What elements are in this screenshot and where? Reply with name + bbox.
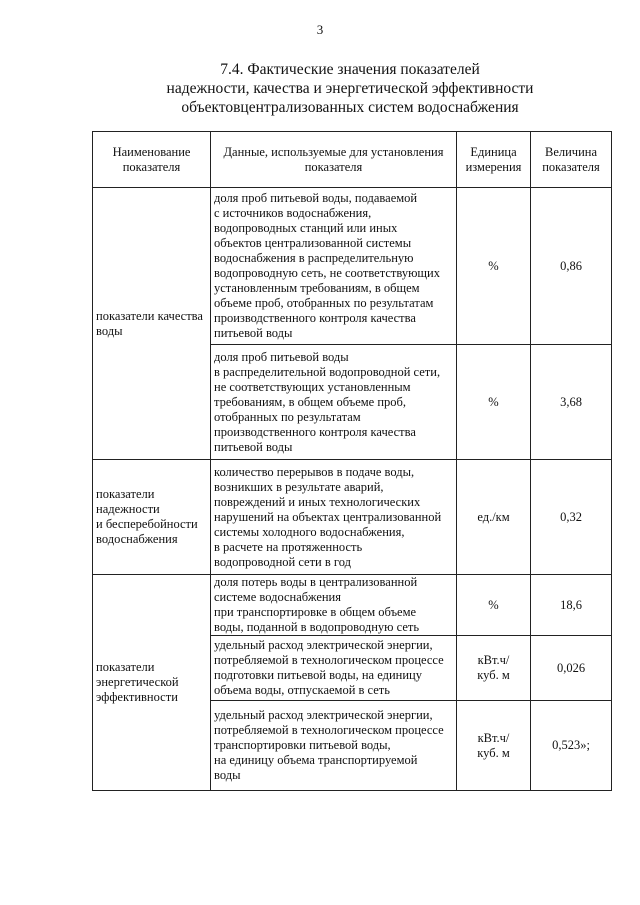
header-value <box>531 132 612 188</box>
header-text: Единица <box>470 144 517 159</box>
description-cell <box>211 345 457 460</box>
description-cell <box>211 701 457 791</box>
description-text: установленным требованиям, в общем <box>214 281 420 295</box>
description-text: в расчете на протяженность <box>214 539 363 554</box>
description-text: количество перерывов в подаче воды, <box>214 464 415 479</box>
description-text: водопроводных станций или иных <box>214 221 398 235</box>
description-text: подготовки питьевой воды, на единицу <box>214 668 422 682</box>
header-data <box>211 132 457 188</box>
indicator-name-text: энергетической <box>96 675 179 689</box>
description-text: потребляемой в технологическом процессе <box>214 723 444 737</box>
indicator-name-text: водоснабжения <box>96 532 178 546</box>
unit-cell <box>457 188 531 345</box>
page-number: 3 <box>316 22 324 37</box>
indicator-name-text: показатели качества <box>96 308 203 323</box>
header-text: Данные, используемые для установления <box>223 144 444 159</box>
description-text: на единицу объема транспортируемой <box>214 753 418 767</box>
description-cell <box>211 575 457 636</box>
header-text: показателя <box>542 159 600 174</box>
indicator-name-text: воды <box>96 323 123 338</box>
description-text: водопроводной сети в год <box>214 554 351 569</box>
indicator-name-text: показатели <box>96 660 155 674</box>
unit-cell <box>457 636 531 701</box>
description-text: водоснабжения в распределительную <box>214 251 414 265</box>
header-name <box>93 132 211 188</box>
unit-text: кВт.ч/ <box>477 653 510 667</box>
description-text: производственного контроля качества <box>214 424 416 439</box>
title-line: надежности, качества и энергетической эффективности <box>166 80 534 97</box>
header-text: измерения <box>465 159 522 174</box>
description-text: питьевой воды <box>214 439 293 454</box>
unit-cell <box>457 701 531 791</box>
table-row <box>93 575 612 636</box>
description-cell <box>211 636 457 701</box>
indicator-name-cell <box>93 460 211 575</box>
table-row <box>93 188 612 345</box>
value-cell: 0,86 <box>531 188 612 345</box>
description-text: требованиям, в общем объеме проб, <box>214 394 407 409</box>
value-cell: 3,68 <box>531 345 612 460</box>
unit-cell <box>457 575 531 636</box>
header-unit <box>457 132 531 188</box>
description-text: системе водоснабжения <box>214 590 341 604</box>
indicators-table <box>92 131 612 791</box>
value-cell: 0,523»; <box>531 701 612 791</box>
description-text: объеме проб, отобранных по результатам <box>214 296 434 310</box>
indicator-name-text: показатели <box>96 487 155 501</box>
description-text: нарушений на объектах централизованной <box>214 509 442 524</box>
description-text: доля проб питьевой воды <box>214 349 349 364</box>
description-text: доля проб питьевой воды, подаваемой <box>214 191 418 205</box>
description-text: возникших в результате аварий, <box>214 479 384 494</box>
table-header-row <box>93 132 612 188</box>
indicator-name-text: надежности <box>96 502 160 516</box>
description-text: отобранных по результатам <box>214 409 361 424</box>
unit-text: % <box>488 258 499 273</box>
description-cell <box>211 188 457 345</box>
description-text: повреждений и иных технологических <box>214 494 421 509</box>
description-text: производственного контроля качества <box>214 311 416 325</box>
description-text: потребляемой в технологическом процессе <box>214 653 444 667</box>
indicator-name-cell <box>93 575 211 791</box>
description-text: удельный расход электрической энергии, <box>214 708 433 722</box>
description-text: с источников водоснабжения, <box>214 206 372 220</box>
description-cell <box>211 460 457 575</box>
title-line: объектовцентрализованных систем водоснабжения <box>181 99 519 116</box>
unit-text: куб. м <box>477 668 510 682</box>
value-cell: 0,026 <box>531 636 612 701</box>
description-text: удельный расход электрической энергии, <box>214 638 433 652</box>
description-text: воды, поданной в водопроводную сеть <box>214 620 420 634</box>
description-text: не соответствующих установленным <box>214 379 411 394</box>
description-text: воды <box>214 768 241 782</box>
description-text: водопроводную сеть, не соответствующих <box>214 266 440 280</box>
description-text: объектов централизованной системы <box>214 236 412 250</box>
unit-text: кВт.ч/ <box>477 730 510 745</box>
unit-text: % <box>488 394 499 409</box>
indicator-name-text: эффективности <box>96 690 178 704</box>
description-text: при транспортировке в общем объеме <box>214 605 417 619</box>
header-text: Величина <box>544 144 598 159</box>
unit-cell <box>457 345 531 460</box>
unit-text: % <box>488 597 499 612</box>
description-text: транспортировки питьевой воды, <box>214 738 391 752</box>
table-body <box>93 188 612 791</box>
indicator-name-cell <box>93 188 211 460</box>
header-text: Наименование <box>112 144 191 159</box>
title-line: 7.4. Фактические значения показателей <box>220 61 480 78</box>
description-text: объема воды, отпускаемой в сеть <box>214 683 390 697</box>
table-row <box>93 460 612 575</box>
value-cell: 0,32 <box>531 460 612 575</box>
unit-text: куб. м <box>477 745 510 760</box>
indicator-name-text: и бесперебойности <box>96 517 198 531</box>
unit-cell <box>457 460 531 575</box>
header-text: показателя <box>122 159 181 174</box>
description-text: питьевой воды <box>214 326 293 340</box>
document-title <box>110 60 590 117</box>
unit-text: ед./км <box>477 509 510 524</box>
value-cell: 18,6 <box>531 575 612 636</box>
header-text: показателя <box>304 159 363 174</box>
description-text: в распределительной водопроводной сети, <box>214 364 441 379</box>
description-text: доля потерь воды в централизованной <box>214 575 418 589</box>
description-text: системы холодного водоснабжения, <box>214 524 405 539</box>
